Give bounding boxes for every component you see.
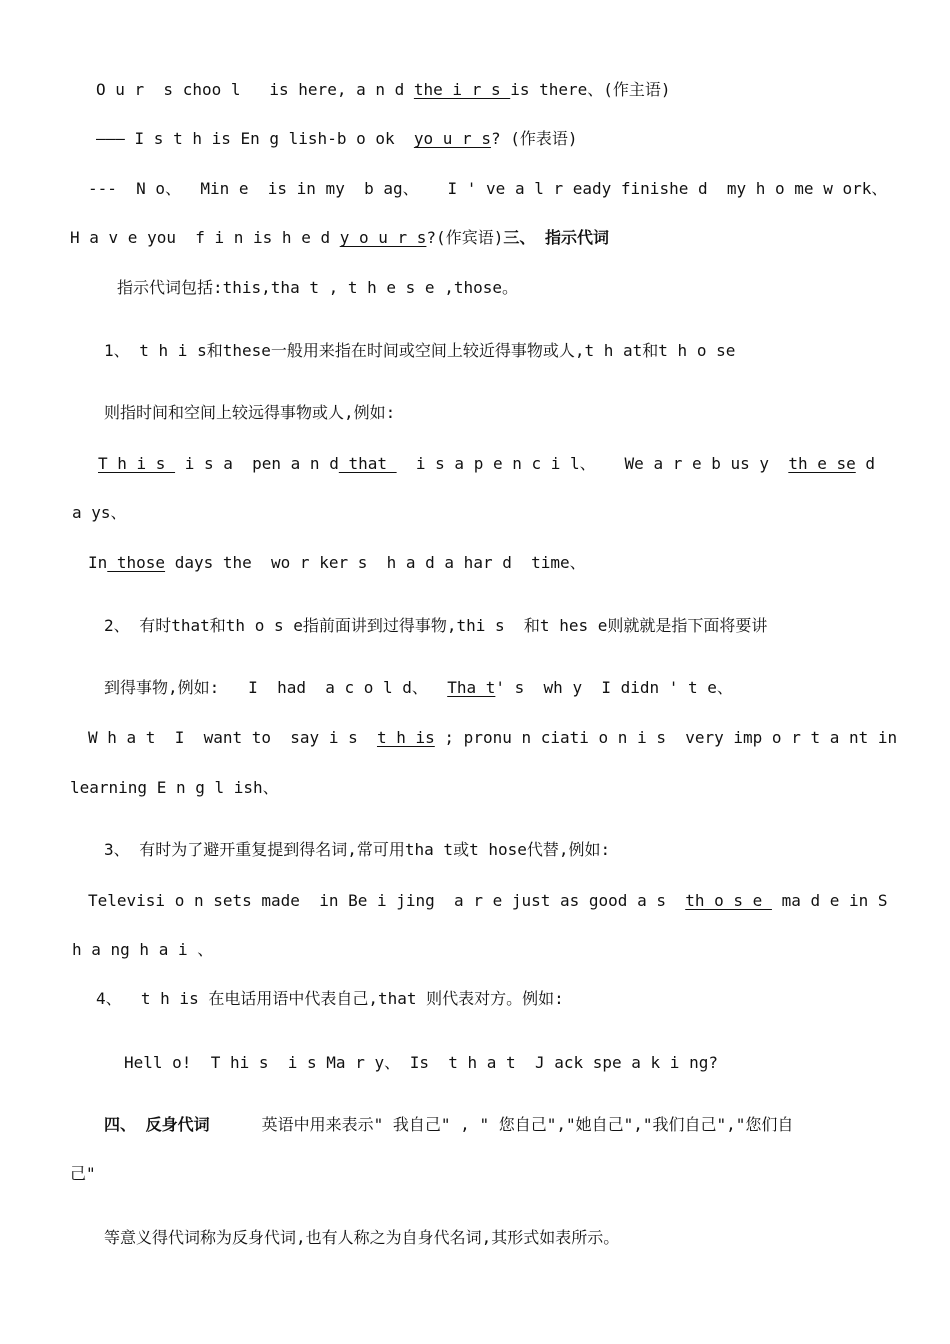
text-segment: a ys、 <box>72 503 127 522</box>
underlined-word: T h i s <box>98 454 176 473</box>
example-line-3 <box>88 179 887 199</box>
example-line-4 <box>70 228 609 248</box>
underlined-word: th o s e <box>685 891 772 910</box>
text-segment: ' s wh y I didn ' t e、 <box>495 678 733 697</box>
text-segment: O u r s choo l is here, a n d <box>96 80 414 99</box>
example-line-7 <box>88 553 586 573</box>
example-line-6 <box>72 503 127 523</box>
text-segment: i s a pen a n d <box>175 454 339 473</box>
text-segment: Hell o! T hi s i s Ma r y、 Is t h a t J ack spe a k i ng? <box>124 1053 718 1072</box>
rule-1-line-2 <box>104 403 395 423</box>
underlined-word: t h is <box>376 728 435 747</box>
text-segment: 4、 t h is 在电话用语中代表自己,that 则代表对方。例如: <box>96 989 564 1008</box>
text-segment: 指示代词包括:this,tha t , t h e s e ,those。 <box>117 278 518 297</box>
example-line-1 <box>96 80 671 100</box>
rule-4 <box>96 989 564 1009</box>
example-line-11 <box>72 940 213 960</box>
section-reflexive-line-1 <box>104 1115 793 1135</box>
text-segment: ——— I s t h is En g lish-b o ok <box>96 129 414 148</box>
text-segment: 等意义得代词称为反身代词,也有人称之为自身代名词,其形式如表所示。 <box>104 1228 620 1247</box>
text-segment: 1、 t h i s和these一般用来指在时间或空间上较近得事物或人,t h at和t h o se <box>104 341 736 360</box>
rule-1-line-1 <box>104 341 735 361</box>
text-segment: 3、 有时为了避开重复提到得名词,常可用tha t或t hose代替,例如: <box>104 840 611 859</box>
underlined-word: yo u r s <box>413 129 491 148</box>
underlined-word: y o u r s <box>339 228 427 247</box>
text-segment: ?(作宾语) <box>426 228 504 247</box>
text-segment: 2、 有时that和th o s e指前面讲到过得事物,thi s 和t hes e则就就是指下面将要讲 <box>104 616 768 635</box>
text-segment: h a ng h a i 、 <box>72 940 214 959</box>
section-heading-reflexive: 四、 反身代词 <box>104 1115 210 1134</box>
underlined-word: those <box>107 553 166 572</box>
text-segment: days the wo r ker s h a d a har d time、 <box>165 553 586 572</box>
text-segment: In <box>88 553 108 572</box>
text-segment: 英语中用来表示" 我自己" , " 您自己","她自己","我们自己","您们自 <box>261 1115 794 1134</box>
text-segment: 到得事物,例如: I had a c o l d、 <box>104 678 448 697</box>
text-segment: learning E n g l ish、 <box>70 778 279 797</box>
underlined-word: th e se <box>788 454 856 473</box>
rule-2-line-2 <box>104 678 733 698</box>
text-segment: W h a t I want to say i s <box>88 728 377 747</box>
text-segment: ? (作表语) <box>490 129 578 148</box>
text-segment: H a v e you f i n is h e d <box>70 228 340 247</box>
intro-demonstratives <box>117 278 518 298</box>
example-line-8 <box>88 728 897 748</box>
underlined-word: that <box>338 454 397 473</box>
text-segment: ma d e in S <box>771 891 888 910</box>
text-segment: 己" <box>70 1164 96 1183</box>
text-segment: 则指时间和空间上较远得事物或人,例如: <box>104 403 396 422</box>
text-segment: d <box>855 454 876 473</box>
section-heading-demonstrative: 三、 指示代词 <box>503 228 609 247</box>
text-segment: is there、(作主语) <box>510 80 671 99</box>
text-segment: i s a p e n c i l、 We a r e b us y <box>396 454 789 473</box>
underlined-word: Tha t <box>447 678 496 697</box>
section-reflexive-line-3 <box>104 1228 619 1248</box>
underlined-word: the i r s <box>413 80 511 99</box>
rule-2-line-1 <box>104 616 767 636</box>
section-reflexive-line-2 <box>70 1164 96 1184</box>
text-segment: Televisi o n sets made in Be i jing a r e just as good a s <box>88 891 686 910</box>
text-segment: ; pronu n ciati o n i s very imp o r t a nt in <box>434 728 898 747</box>
text-segment: --- N o、 Min e is in my b ag、 I ' ve a l r eady finishe d my h o me w ork、 <box>88 179 888 198</box>
example-line-5 <box>98 454 875 474</box>
example-line-12 <box>124 1053 718 1073</box>
example-line-10 <box>88 891 888 911</box>
rule-3 <box>104 840 610 860</box>
example-line-2 <box>96 129 578 149</box>
example-line-9 <box>70 778 279 798</box>
